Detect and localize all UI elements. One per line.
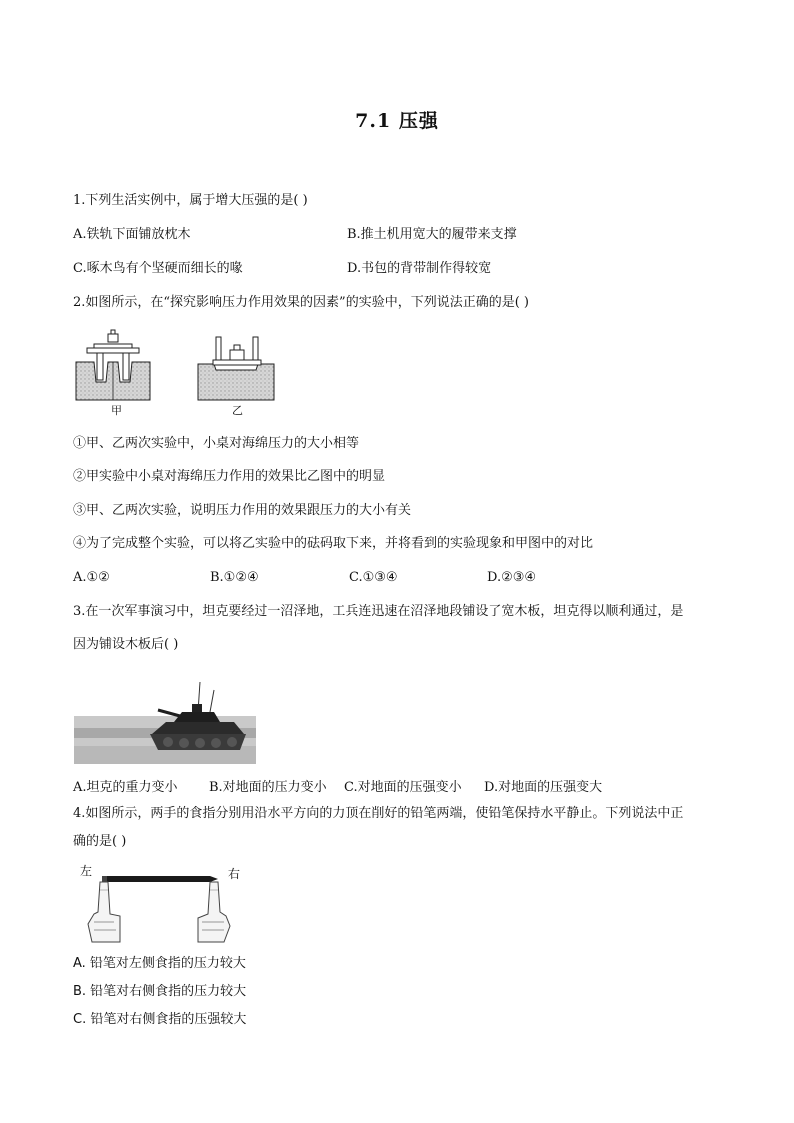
q2-option-d: D.②③④ <box>487 570 537 585</box>
q2-option-c: C.①③④ <box>349 570 398 585</box>
q3-option-b: B.对地面的压力变小 <box>209 780 327 795</box>
q4-pencil-fingers-figure <box>80 870 260 950</box>
page-title: 7.1 压强 <box>355 110 439 132</box>
q4-stem-line2: 确的是( ) <box>73 834 127 849</box>
q4-option-c: C. 铅笔对右侧食指的压强较大 <box>73 1012 247 1027</box>
q3-stem-line1: 3.在一次军事演习中，坦克要经过一沼泽地，工兵连迅速在沼泽地段铺设了宽木板，坦克得以顺利通过，是 <box>73 604 684 619</box>
q2-option-b: B.①②④ <box>210 570 259 585</box>
q3-stem-line2: 因为铺设木板后( ) <box>73 637 179 652</box>
q4-option-a: A. 铅笔对左侧食指的压力较大 <box>73 956 246 971</box>
right-hand-icon <box>198 882 230 942</box>
q2-stem: 2.如图所示，在“探究影响压力作用效果的因素”的实验中，下列说法正确的是( ) <box>73 295 529 310</box>
q1-option-a: A.铁轨下面铺放枕木 <box>73 227 191 242</box>
q4-fig-label-right: 右 <box>228 867 241 881</box>
q1-option-d: D.书包的背带制作得较宽 <box>347 261 492 276</box>
q1-option-c: C.啄木鸟有个坚硬而细长的喙 <box>73 261 243 276</box>
q2-figure <box>72 322 292 418</box>
q4-fig-label-left: 左 <box>80 864 93 878</box>
q4-option-b: B. 铅笔对右侧食指的压力较大 <box>73 984 247 999</box>
left-hand-icon <box>88 882 120 942</box>
q3-tank-photo <box>74 676 256 764</box>
q1-option-b: B.推土机用宽大的履带来支撑 <box>347 227 517 242</box>
q3-option-d: D.对地面的压强变大 <box>484 780 603 795</box>
q4-stem-line1: 4.如图所示，两手的食指分别用沿水平方向的力顶在削好的铅笔两端，使铅笔保持水平静止。下列说法中正 <box>73 806 684 821</box>
q2-fig-label-jia: 甲 <box>111 404 122 417</box>
figure-yi-sponge-table <box>198 337 274 400</box>
q2-fig-label-yi: 乙 <box>232 404 243 417</box>
q1-stem: 1.下列生活实例中，属于增大压强的是( ) <box>73 193 308 208</box>
q2-statement-4: ④为了完成整个实验，可以将乙实验中的砝码取下来，并将看到的实验现象和甲图中的对比 <box>73 536 594 551</box>
q2-option-a: A.①② <box>73 570 110 585</box>
q3-option-a: A.坦克的重力变小 <box>73 780 178 795</box>
q2-statement-3: ③甲、乙两次实验，说明压力作用的效果跟压力的大小有关 <box>73 503 412 518</box>
q2-statement-2: ②甲实验中小桌对海绵压力作用的效果比乙图中的明显 <box>73 469 386 484</box>
figure-jia-sponge-table <box>76 330 150 400</box>
q3-option-c: C.对地面的压强变小 <box>344 780 462 795</box>
q2-statement-1: ①甲、乙两次实验中，小桌对海绵压力的大小相等 <box>73 436 360 451</box>
pencil-icon <box>102 876 218 882</box>
